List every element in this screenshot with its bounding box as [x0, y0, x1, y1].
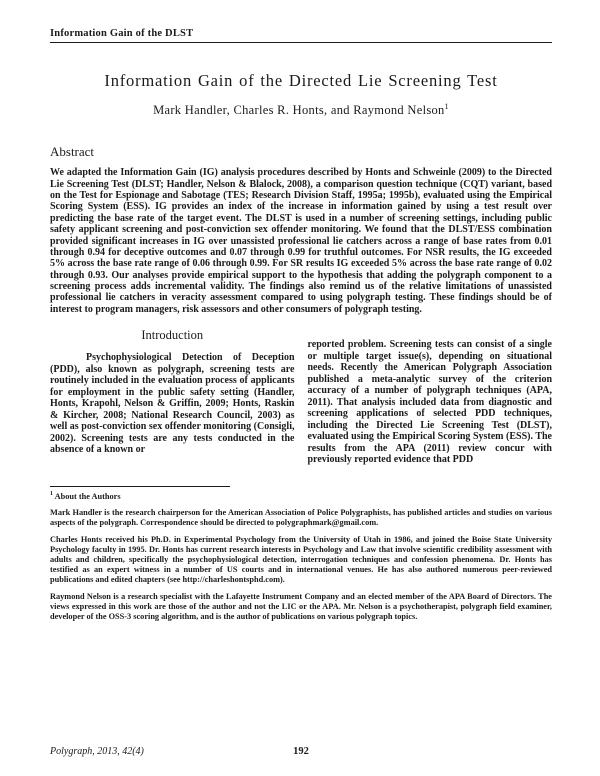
- abstract-heading: Abstract: [50, 144, 95, 160]
- intro-column-right: [308, 328, 553, 466]
- authors-names: Mark Handler, Charles R. Honts, and Raymond Nelson: [153, 103, 445, 118]
- footer-journal-citation: Polygraph, 2013, 42(4): [50, 746, 144, 757]
- footnote-author-handler: Mark Handler is the research chairperson for the American Association of Police Polygraphists, has published articles and studies on various aspects of the polygraph. Correspondence should be directed to polygraphmark@gmail.com.: [50, 507, 552, 527]
- introduction-section: [50, 328, 552, 466]
- page-footer: [50, 746, 552, 760]
- footnote-mark: 1: [50, 490, 53, 497]
- footnote-author-honts: Charles Honts received his Ph.D. in Experimental Psychology from the University of Utah in 1986, and joined the Boise State University Psychology faculty in 1995. Dr. Honts has current research interests in Psychology and Law that involve scientific credibility assessment with adults and children, specifically the psychophysiological detection, interrogation techniques and confession phenomena. Dr. Honts has testified as an expert witness in a number of US courts and in international venues. He has also authored numerous peer-reviewed publications and edited chapters (see http://charleshontsphd.com).: [50, 534, 552, 585]
- abstract-text: We adapted the Information Gain (IG) analysis procedures described by Honts and Schweinle (2009) to the Directed Lie Screening Test (DLST; Handler, Nelson & Blalock, 2008), a comparison question technique (CQT) variant, based on the Test for Espionage and Sabotage (TES; Research Division Staff, 1995a; 1995b), evaluated using the Empirical Scoring System (ESS). IG provides an index of the increase in information gained by using a test result over predicting the base rate of the target event. The DLST is used in a number of screening settings, including public safety applicant screening and post-conviction sex offender monitoring. We found that the DLST/ESS combination provided significant increases in IG over unassisted professional lie catchers across a range of base rates from 0.01 through 0.94 for deceptive outcomes and 0.07 through 0.99 for truthful outcomes. For NSR results, the IG exceeded 5% across the base rate range of 0.06 through 0.99. For SR results IG exceeded 5% across the base rate range of 0.02 through 0.93. Our analyses provide empirical support to the hypothesis that adding the polygraph component to a screening process adds incremental validity. The findings also remind us of the relative limitations of unassisted professional lie catchers in veracity assessment compared to using polygraph testing. These findings should be of interest to program managers, risk assessors and other consumers of polygraph testing.: [50, 167, 552, 315]
- intro-left-text: Psychophysiological Detection of Deception (PDD), also known as polygraph, screening tests are routinely included in the evaluation process of applicants for employment in the public safety setting (Handler, Honts, Krapohl, Nelson & Griffin, 2009; Honts, Raskin & Kircher, 2008; National Research Council, 2003) as well as post-conviction sex offender monitoring (Consigli, 2002). Screening tests are any tests conducted in the absence of a known or: [50, 352, 295, 456]
- page-header: [50, 28, 552, 43]
- introduction-heading: Introduction: [141, 328, 204, 343]
- footnotes-section: [50, 486, 552, 623]
- intro-column-left: [50, 328, 295, 466]
- paper-title: Information Gain of the Directed Lie Screening Test: [104, 71, 498, 90]
- authors-line: [50, 102, 552, 118]
- footer-page-number: 192: [293, 746, 309, 757]
- footnote-heading: [50, 491, 552, 501]
- footnote-heading-text: About the Authors: [54, 491, 121, 501]
- author-footnote-mark: 1: [444, 102, 449, 111]
- footnote-author-nelson: Raymond Nelson is a research specialist with the Lafayette Instrument Company and an elected member of the APA Board of Directors. The views expressed in this work are those of the author and not the LIC or the APA. Mr. Nelson is a psychotherapist, polygraph field examiner, developer of the OSS-3 scoring algorithm, and is the author of publications on various polygraph topics.: [50, 592, 552, 622]
- running-header: Information Gain of the DLST: [50, 28, 194, 39]
- footnote-separator: [50, 486, 230, 487]
- intro-right-text: reported problem. Screening tests can consist of a single or multiple target issue(s), depending on situational needs. Recently the American Polygraph Association published a meta-analytic survey of the criterion accuracy of a number of polygraph techniques (APA, 2011). That analysis included data from diagnostic and screening applications of selected PDD techniques, including the Directed Lie Screening Test (DLST), evaluated using the Empirical Scoring System (ESS). The results from the APA (2011) review concur with previously reported evidence that PDD: [307, 339, 552, 466]
- header-rule: [50, 42, 552, 43]
